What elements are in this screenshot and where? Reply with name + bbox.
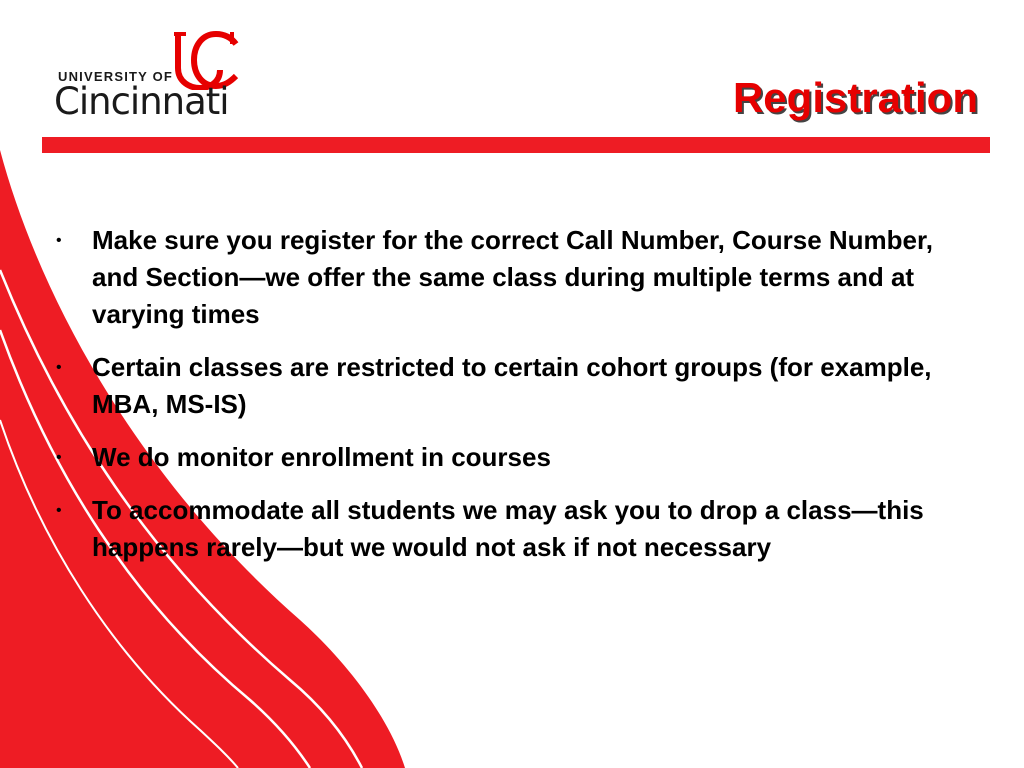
bullet-list — [52, 222, 982, 582]
bullet-item — [52, 492, 982, 566]
bullet-marker: • — [56, 502, 62, 519]
bullet-marker: • — [56, 359, 62, 376]
bullet-item — [52, 439, 982, 476]
bullet-text: To accommodate all students we may ask you to drop a class—this happens rarely—but we would not ask if not necessary — [92, 495, 924, 562]
university-logo — [54, 30, 254, 122]
bullet-marker: • — [56, 232, 62, 249]
slide-title: Registration — [732, 74, 978, 121]
logo-university-of: UNIVERSITY OF — [58, 69, 174, 84]
bullet-item — [52, 349, 982, 423]
bullet-text: We do monitor enrollment in courses — [92, 442, 551, 472]
bullet-text: Make sure you register for the correct Call Number, Course Number, and Section—we offer the same class during multiple terms and at varying times — [92, 225, 933, 329]
title-divider — [42, 137, 990, 153]
bullet-marker: • — [56, 449, 62, 466]
bullet-text: Certain classes are restricted to certain cohort groups (for example, MBA, MS-IS) — [92, 352, 932, 419]
bullet-item — [52, 222, 982, 333]
logo-cincinnati: Cincinnati — [54, 80, 229, 123]
